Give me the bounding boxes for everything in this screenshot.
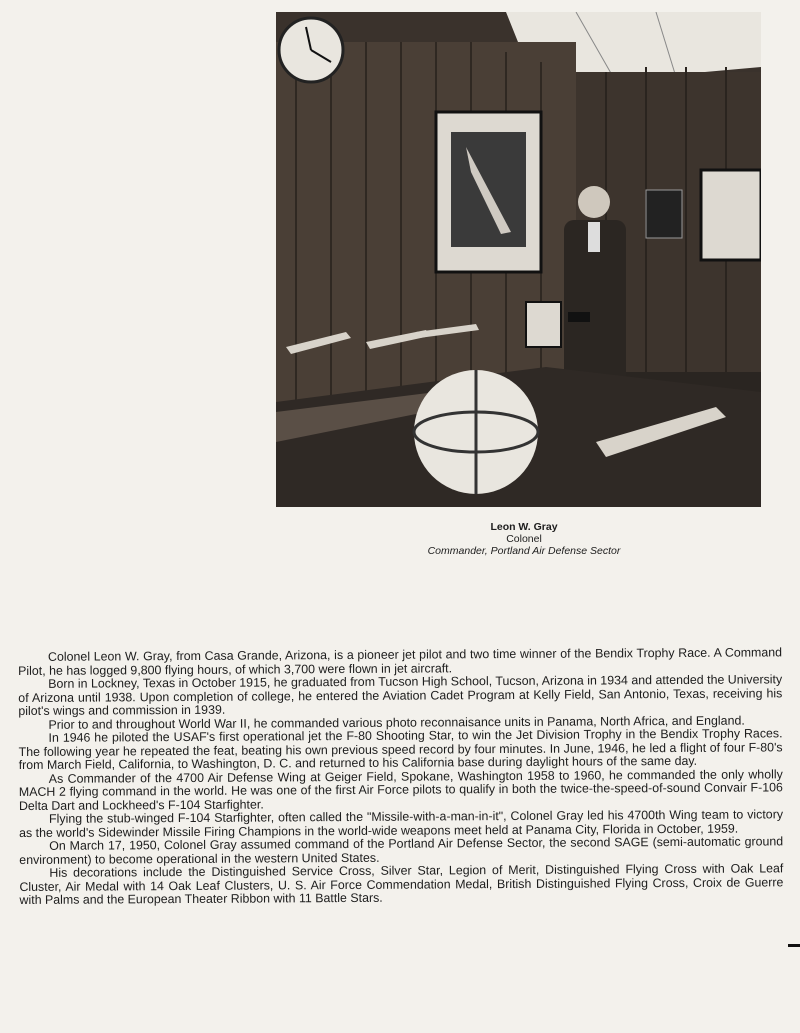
photo-caption [396, 521, 652, 557]
caption-name: Leon W. Gray [490, 521, 558, 533]
bio-paragraph: In 1946 he piloted the USAF's first operational jet the F-80 Shooting Star, to win the Jet Division Trophy in the Bendix Trophy Races. The following year he repeated the feat, beating his own previous speed record by four minutes. In June, 1946, he led a flight of four F-80's from March Field, California, to Washington, D. C. and returned to his California base during daylight hours of the same day. [18, 726, 783, 772]
bio-paragraph: His decorations include the Distinguished Service Cross, Silver Star, Legion of Merit, Distinguished Flying Cross with Oak Leaf Cluster, Air Medal with 14 Oak Leaf Clusters, U. S. Air Force Commendation Medal, British Distinguished Flying Cross, Croix de Guerre with Palms and the European Theater Ribbon with 11 Battle Stars. [19, 861, 784, 907]
bio-paragraph: As Commander of the 4700 Air Defense Wing at Geiger Field, Spokane, Washington 1958 to 1960, he commanded the only wholly MACH 2 flying command in the world. He was one of the first Air Force pilots to qualify in both the twice-the-speed-of-sound Convair F-106 Delta Dart and Lockheed's F-104 Starfighter. [18, 766, 783, 813]
page-edge-mark [788, 944, 800, 947]
bio-paragraph: On March 17, 1950, Colonel Gray assumed command of the Portland Air Defense Sector, the second SAGE (semi-automatic ground environment) to become operational in the western United States. [19, 834, 784, 867]
bio-paragraph: Flying the stub-winged F-104 Starfighter, often called the "Missile-with-a-man-in-it", Colonel Gray led his 4700th Wing team to victory as the world's Sidewinder Missile Firing Champions in the world-wide weapons meet held at Panama City, Florida in October, 1959. [19, 807, 784, 840]
bio-paragraph: Colonel Leon W. Gray, from Casa Grande, Arizona, is a pioneer jet pilot and two time winner of the Bendix Trophy Race. A Command Pilot, he has logged 9,800 flying hours, of which 3,700 were flown in jet aircraft. [18, 645, 783, 678]
caption-title: Commander, Portland Air Defense Sector [427, 545, 621, 557]
biography-text [18, 646, 784, 907]
bio-paragraph: Prior to and throughout World War II, he commanded various photo reconnaisance units in Panama, North Africa, and England. [48, 713, 745, 732]
portrait-photo [276, 12, 761, 507]
office-scene-illustration [276, 12, 761, 507]
caption-rank: Colonel [506, 533, 542, 545]
bio-paragraph: Born in Lockney, Texas in October 1915, he graduated from Tucson High School, Tucson, Arizona in 1934 and attended the University of Arizona until 1938. Upon completion of college, he entered the Aviation Cadet Program at Kelly Field, San Antonio, Texas, receiving his pilot's wings and commission in 1939. [18, 672, 783, 718]
